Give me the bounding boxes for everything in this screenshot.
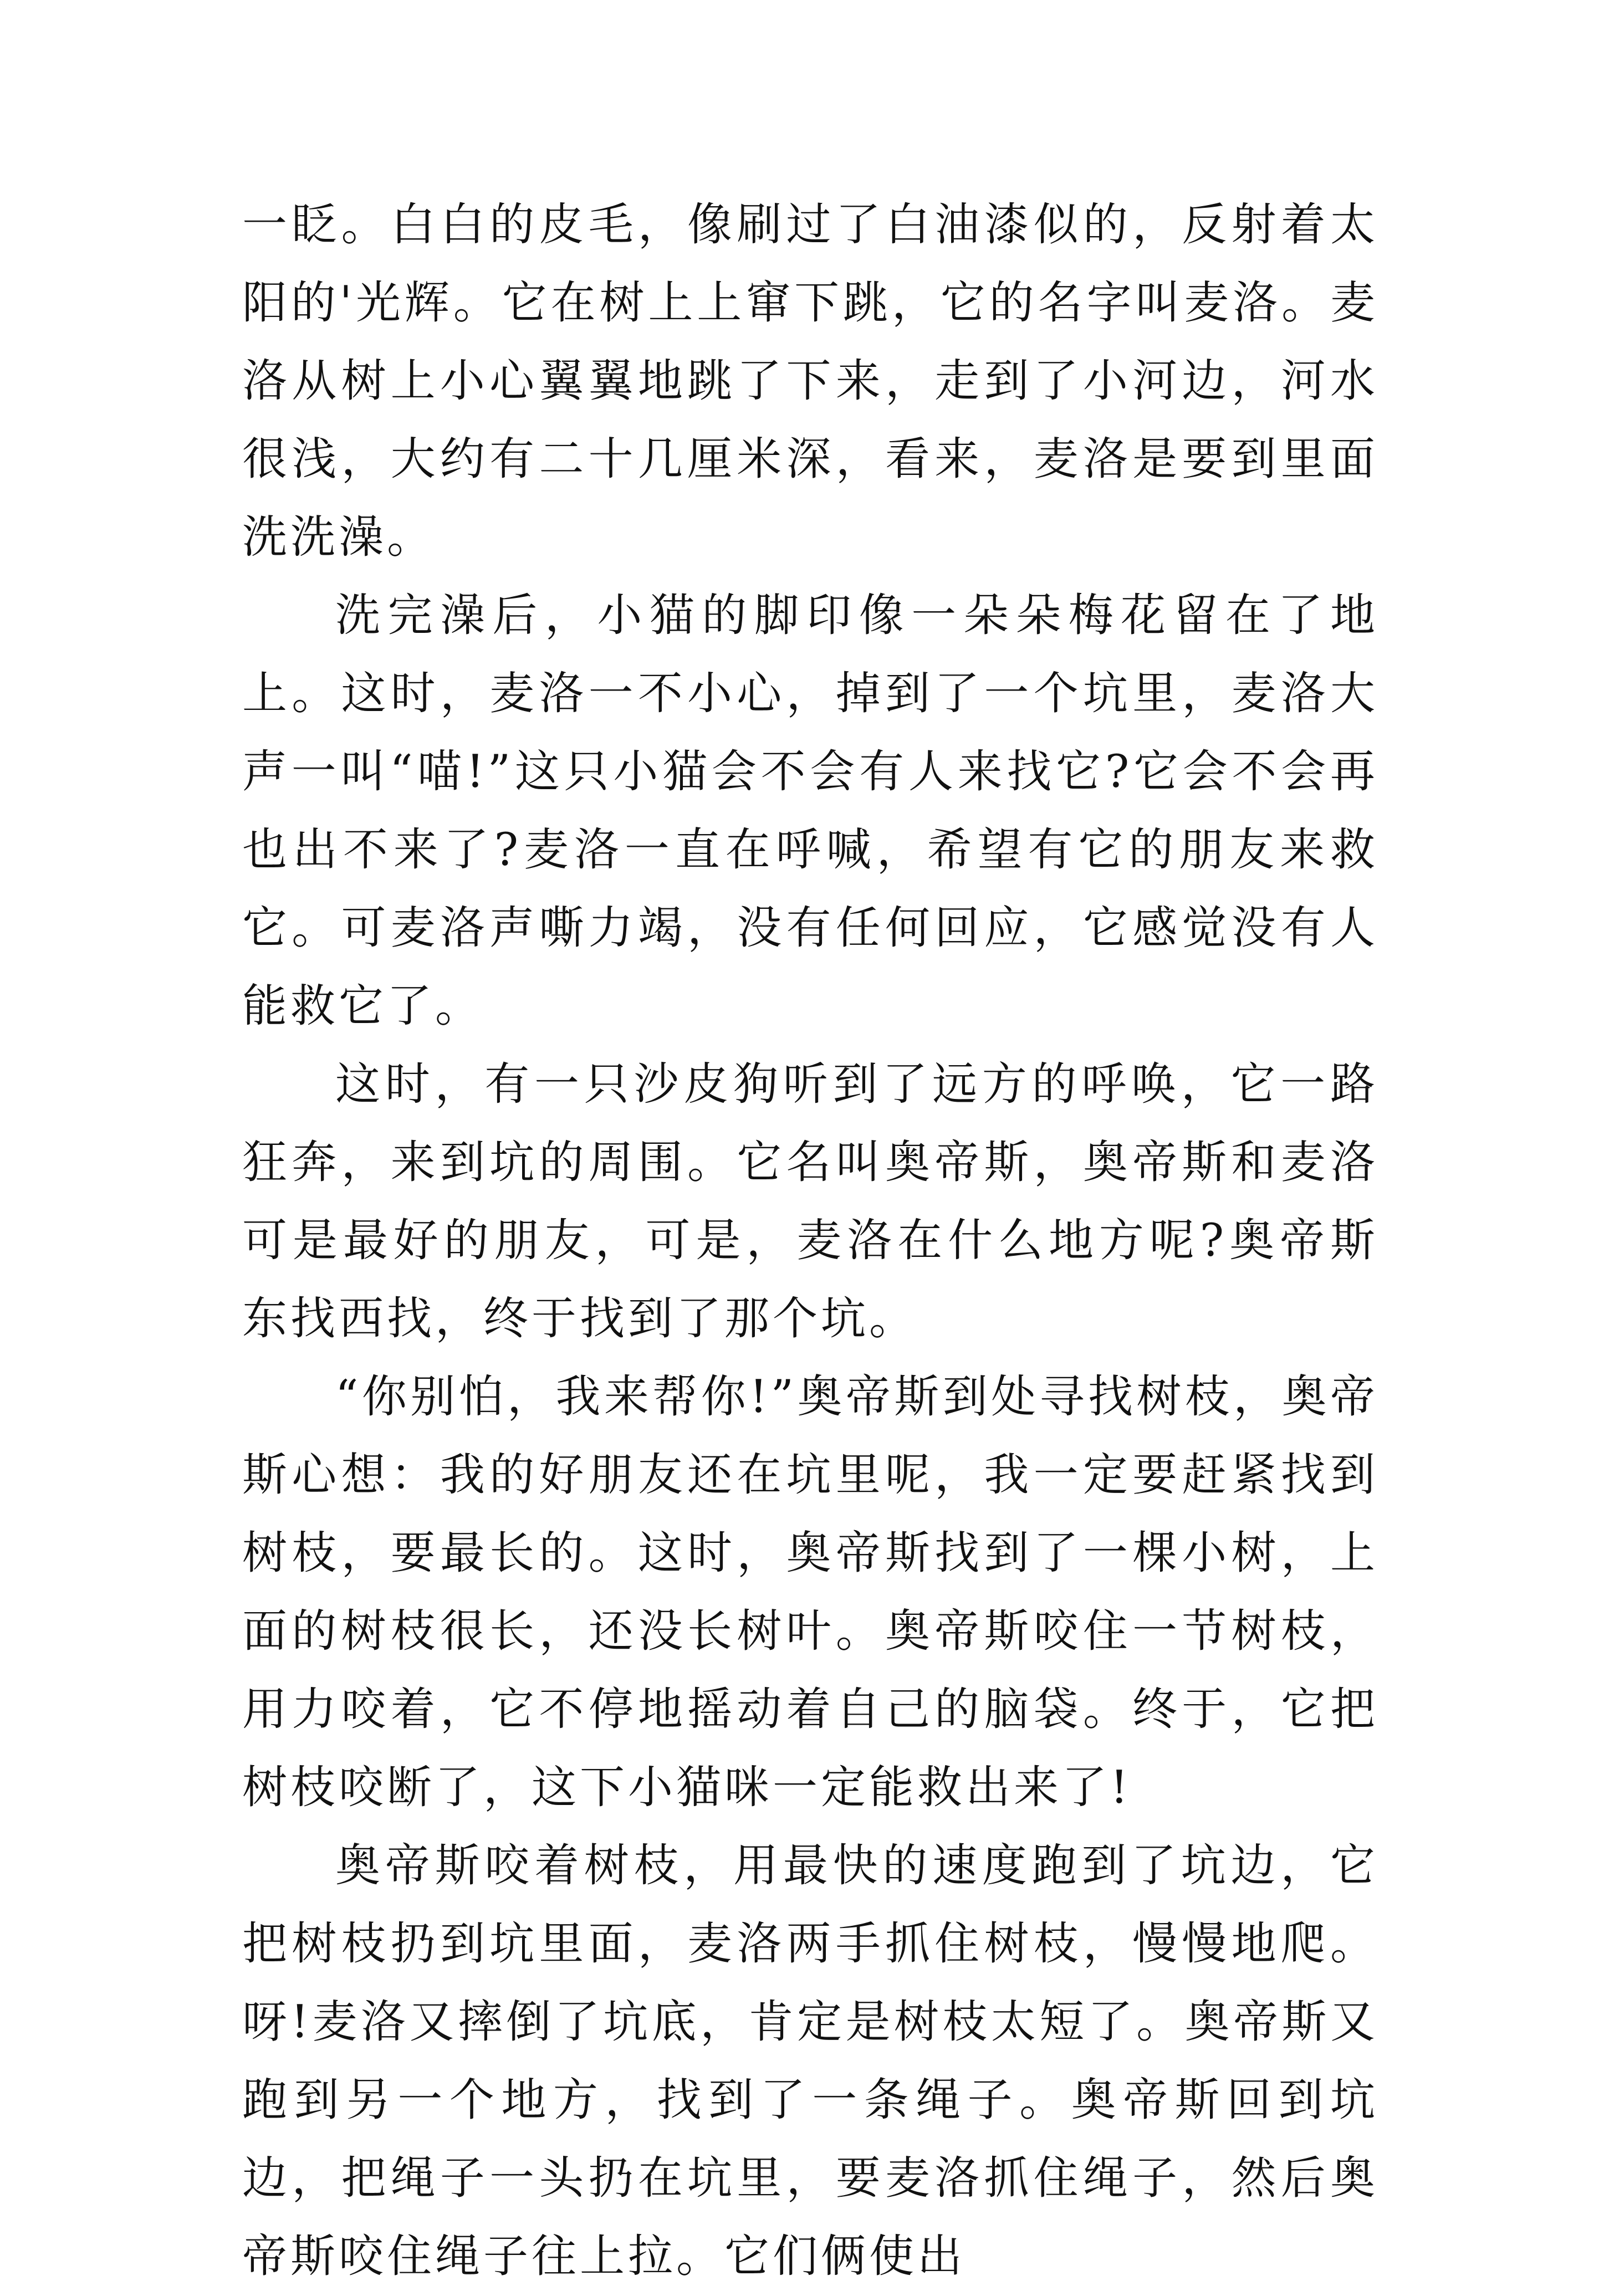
story-text [242,186,1378,2296]
paragraph-4: “你别怕，我来帮你!”奥帝斯到处寻找树枝，奥帝斯心想：我的好朋友还在坑里呢，我一定要赶紧找到树枝，要最长的。这时，奥帝斯找到了一棵小树，上面的树枝很长，还没长树叶。奥帝斯咬住一节树枝，用力咬着，它不停地摇动着自己的脑袋。终于，它把树枝咬断了，这下小猫咪一定能救出来了! [242,1371,1378,1814]
paragraph-3: 这时，有一只沙皮狗听到了远方的呼唤，它一路狂奔，来到坑的周围。它名叫奥帝斯，奥帝斯和麦洛可是最好的朋友，可是，麦洛在什么地方呢?奥帝斯东找西找，终于找到了那个坑。 [242,1058,1378,1345]
paragraph-5: 奥帝斯咬着树枝，用最快的速度跑到了坑边，它把树枝扔到坑里面，麦洛两手抓住树枝，慢慢地爬。呀!麦洛又摔倒了坑底，肯定是树枝太短了。奥帝斯又跑到另一个地方，找到了一条绳子。奥帝斯回到坑边，把绳子一头扔在坑里，要麦洛抓住绳子，然后奥帝斯咬住绳子往上拉。它们俩使出 [242,1840,1378,2283]
paragraph-1: 一眨。白白的皮毛，像刷过了白油漆似的，反射着太阳的'光辉。它在树上上窜下跳，它的名字叫麦洛。麦洛从树上小心翼翼地跳了下来，走到了小河边，河水很浅，大约有二十几厘米深，看来，麦洛是要到里面洗洗澡。 [242,199,1378,564]
paragraph-2: 洗完澡后，小猫的脚印像一朵朵梅花留在了地上。这时，麦洛一不小心，掉到了一个坑里，麦洛大声一叫“喵!”这只小猫会不会有人来找它?它会不会再也出不来了?麦洛一直在呼喊，希望有它的朋友来救它。可麦洛声嘶力竭，没有任何回应，它感觉没有人能救它了。 [242,590,1378,1032]
